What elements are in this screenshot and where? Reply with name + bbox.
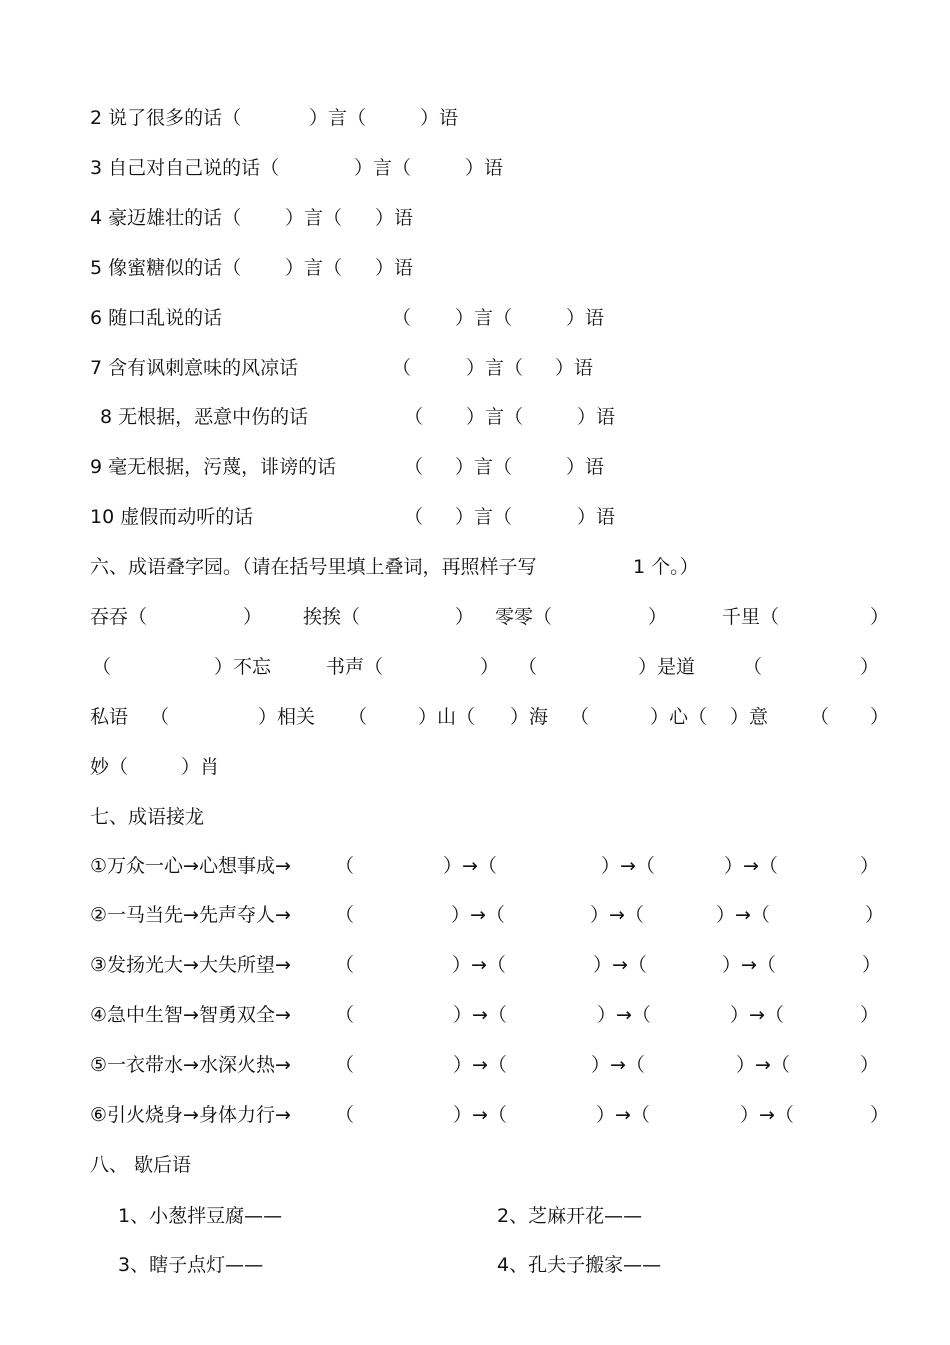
s7-chain-mark: ）→（	[451, 904, 505, 926]
s6-row1-cell: ）	[870, 606, 890, 628]
section7-heading: 七、成语接龙	[90, 806, 205, 828]
s7-chain-mark: （	[335, 1004, 355, 1026]
s7-chain-mark: ）→（	[740, 1104, 794, 1126]
s5-item-paren: ）言（	[285, 257, 343, 279]
s6-row2-cell: ）	[860, 656, 880, 678]
s5-item-text: 6 随口乱说的话	[90, 307, 223, 329]
s5-item-paren: （	[392, 307, 412, 329]
s7-chain-start: ③发扬光大→大失所望→	[90, 954, 291, 976]
s6-row2-cell: ）	[480, 656, 500, 678]
s6-row3-cell: ）山（	[418, 706, 476, 728]
s6-row2-cell: ）不忘	[214, 656, 272, 678]
s7-chain-mark: ）	[862, 954, 882, 976]
s7-chain-mark: ）→（	[716, 904, 770, 926]
s6-row3-cell: 私语	[90, 706, 129, 728]
s7-chain-mark: ）	[865, 904, 885, 926]
s5-item-paren: ）语	[577, 506, 616, 528]
s6-row1-cell: ）	[648, 606, 668, 628]
s6-row3-cell: （	[150, 706, 170, 728]
s5-item-paren: ）语	[555, 357, 594, 379]
s7-chain-mark: （	[335, 904, 355, 926]
s5-item-paren: （	[404, 506, 424, 528]
s8-item: 3、瞎子点灯——	[118, 1254, 264, 1276]
s6-row3-cell: ）心（	[650, 706, 708, 728]
s5-item-text: 2 说了很多的话（	[90, 107, 242, 129]
s5-item-paren: ）语	[566, 307, 605, 329]
s5-item-paren: ）言（	[466, 357, 524, 379]
s7-chain-mark: ）→（	[443, 855, 497, 877]
s6-row2-cell: （	[92, 656, 112, 678]
s7-chain-start: ⑥引火烧身→身体力行→	[90, 1104, 291, 1126]
s5-item-text: 5 像蜜糖似的话（	[90, 257, 242, 279]
s5-item-paren: ）言（	[285, 207, 343, 229]
s6-row3-cell: ）海	[510, 706, 549, 728]
s5-item-paren: （	[404, 456, 424, 478]
s6-row3-cell: ）意	[730, 706, 769, 728]
s7-chain-mark: ）	[870, 1104, 890, 1126]
s5-item-text: 9 毫无根据，污蔑，诽谤的话	[90, 456, 337, 478]
s7-chain-mark: ）→（	[453, 1054, 507, 1076]
s7-chain-mark: ）→（	[593, 954, 647, 976]
s7-chain-mark: ）→（	[596, 1104, 650, 1126]
s6-row1-cell: 挨挨（	[303, 606, 361, 628]
s5-item-text: 7 含有讽刺意味的风凉话	[90, 357, 299, 379]
s8-item: 2、芝麻开花——	[497, 1205, 643, 1227]
s5-item-paren: ）言（	[455, 456, 513, 478]
s6-row1-cell: ）	[243, 606, 263, 628]
s7-chain-mark: ）→（	[724, 855, 778, 877]
s6-row1-cell: 零零（	[495, 606, 553, 628]
s7-chain-mark: （	[335, 954, 355, 976]
s6-row3-cell: （	[810, 706, 830, 728]
s7-chain-mark: ）→（	[453, 1004, 507, 1026]
s7-chain-mark: ）→（	[591, 1054, 645, 1076]
s7-chain-mark: ）→（	[453, 1104, 507, 1126]
s7-chain-mark: （	[335, 1104, 355, 1126]
s5-item-text: 8 无根据，恶意中伤的话	[100, 406, 309, 428]
s5-item-text: 3 自己对自己说的话（	[90, 157, 280, 179]
s7-chain-mark: ）→（	[597, 1004, 651, 1026]
s6-row3-cell: ）相关	[258, 706, 316, 728]
s5-item-paren: ）语	[375, 257, 414, 279]
s5-item-paren: ）语	[465, 157, 504, 179]
s6-row3-cell: ）	[870, 706, 890, 728]
s7-chain-start: ①万众一心→心想事成→	[90, 855, 291, 877]
s5-item-paren: ）语	[375, 207, 414, 229]
s7-chain-mark: （	[335, 855, 355, 877]
s7-chain-mark: ）	[860, 1004, 880, 1026]
s6-row4-cell: 妙（	[90, 756, 129, 778]
s7-chain-mark: （	[335, 1054, 355, 1076]
s8-item: 4、孔夫子搬家——	[497, 1254, 662, 1276]
section8-heading: 八、 歇后语	[90, 1154, 192, 1176]
s7-chain-mark: ）→（	[601, 855, 655, 877]
s5-item-paren: ）言（	[354, 157, 412, 179]
s7-chain-mark: ）	[860, 855, 880, 877]
s5-item-paren: （	[404, 406, 424, 428]
s5-item-paren: ）言（	[455, 307, 513, 329]
s6-row2-cell: （	[518, 656, 538, 678]
s7-chain-mark: ）→（	[722, 954, 776, 976]
s6-row2-cell: （	[743, 656, 763, 678]
section6-heading-count: 1 个。）	[633, 556, 699, 578]
s5-item-paren: ）言（	[455, 506, 513, 528]
s5-item-paren: ）语	[577, 406, 616, 428]
s6-row3-cell: （	[348, 706, 368, 728]
s6-row2-cell: 书声（	[326, 656, 384, 678]
s5-item-text: 10 虚假而动听的话	[90, 506, 254, 528]
s5-item-paren: ）语	[420, 107, 459, 129]
s5-item-paren: ）语	[566, 456, 605, 478]
s7-chain-start: ⑤一衣带水→水深火热→	[90, 1054, 291, 1076]
s6-row4-cell: ）肖	[181, 756, 220, 778]
s7-chain-mark: ）	[860, 1054, 880, 1076]
section6-heading: 六、成语叠字园。（请在括号里填上叠词，再照样子写	[90, 556, 537, 578]
s5-item-text: 4 豪迈雄壮的话（	[90, 207, 242, 229]
s5-item-paren: ）言（	[466, 406, 524, 428]
s7-chain-start: ②一马当先→先声夺人→	[90, 904, 291, 926]
s7-chain-mark: ）→（	[736, 1054, 790, 1076]
s8-item: 1、小葱拌豆腐——	[118, 1205, 283, 1227]
s6-row1-cell: 千里（	[722, 606, 780, 628]
s7-chain-start: ④急中生智→智勇双全→	[90, 1004, 291, 1026]
s6-row3-cell: （	[570, 706, 590, 728]
s7-chain-mark: ）→（	[590, 904, 644, 926]
s7-chain-mark: ）→（	[452, 954, 506, 976]
s6-row1-cell: 吞吞（	[90, 606, 148, 628]
s5-item-paren: ）言（	[309, 107, 367, 129]
s5-item-paren: （	[392, 357, 412, 379]
s6-row1-cell: ）	[455, 606, 475, 628]
s7-chain-mark: ）→（	[730, 1004, 784, 1026]
s6-row2-cell: ）是道	[638, 656, 696, 678]
